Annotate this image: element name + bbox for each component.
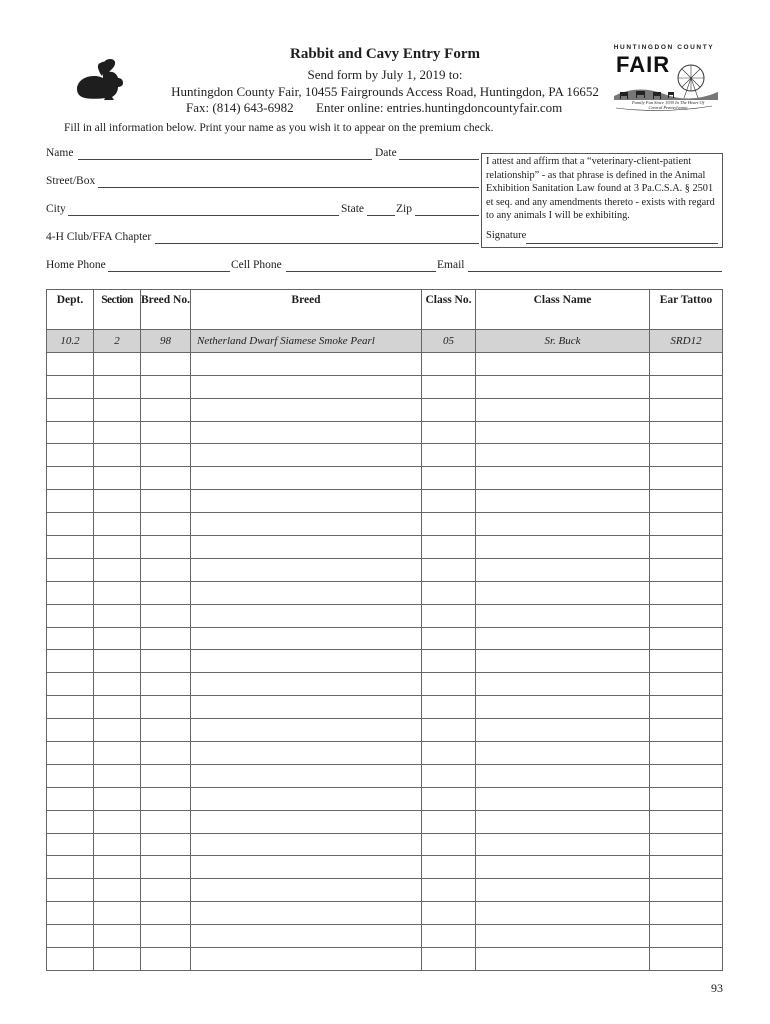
- cell-section[interactable]: [94, 673, 141, 696]
- cell-ear-tattoo[interactable]: [650, 490, 723, 513]
- cell-class-no[interactable]: [422, 558, 476, 581]
- cell-breed[interactable]: [191, 833, 422, 856]
- signature-label: Signature: [486, 230, 527, 241]
- cell-section[interactable]: [94, 833, 141, 856]
- cell-breed-no[interactable]: [141, 581, 191, 604]
- cell-ear-tattoo[interactable]: [650, 833, 723, 856]
- cell-ear-tattoo[interactable]: [650, 444, 723, 467]
- cell-dept[interactable]: [47, 879, 94, 902]
- cell-ear-tattoo[interactable]: [650, 719, 723, 742]
- table-row: [47, 604, 723, 627]
- cell-breed-no[interactable]: [141, 650, 191, 673]
- home-phone-label: Home Phone: [46, 259, 106, 271]
- cell-ear-tattoo[interactable]: [650, 513, 723, 536]
- cell-breed-no[interactable]: [141, 696, 191, 719]
- cell-ear-tattoo[interactable]: [650, 764, 723, 787]
- cell-breed[interactable]: [191, 742, 422, 765]
- cell-breed-no[interactable]: [141, 490, 191, 513]
- table-row: [47, 398, 723, 421]
- cell-class-name[interactable]: [476, 879, 650, 902]
- table-row: [47, 696, 723, 719]
- cell-section[interactable]: [94, 352, 141, 375]
- table-row: [47, 856, 723, 879]
- sample-breed-no: 98: [141, 330, 191, 353]
- cell-breed-no[interactable]: [141, 375, 191, 398]
- cell-breed[interactable]: [191, 925, 422, 948]
- cell-breed[interactable]: [191, 467, 422, 490]
- table-row: [47, 421, 723, 444]
- table-row: [47, 833, 723, 856]
- table-row: [47, 719, 723, 742]
- cell-class-no[interactable]: [422, 673, 476, 696]
- cell-section[interactable]: [94, 513, 141, 536]
- club-field[interactable]: [155, 243, 479, 244]
- table-header-row: [47, 290, 723, 330]
- cell-class-name[interactable]: [476, 490, 650, 513]
- cell-class-name[interactable]: [476, 764, 650, 787]
- zip-label: Zip: [396, 203, 412, 215]
- cell-breed-no[interactable]: [141, 810, 191, 833]
- cell-breed[interactable]: [191, 513, 422, 536]
- street-field[interactable]: [98, 187, 479, 188]
- cell-breed-no[interactable]: [141, 421, 191, 444]
- cell-dept[interactable]: [47, 604, 94, 627]
- cell-section[interactable]: [94, 558, 141, 581]
- cell-breed[interactable]: [191, 719, 422, 742]
- cell-section[interactable]: [94, 810, 141, 833]
- cell-phone-label: Cell Phone: [231, 259, 282, 271]
- cell-class-no[interactable]: [422, 421, 476, 444]
- cell-class-name[interactable]: [476, 719, 650, 742]
- cell-dept[interactable]: [47, 352, 94, 375]
- name-label: Name: [46, 147, 74, 159]
- table-row: [47, 536, 723, 559]
- cell-section[interactable]: [94, 650, 141, 673]
- cell-dept[interactable]: [47, 925, 94, 948]
- cell-ear-tattoo[interactable]: [650, 742, 723, 765]
- cell-class-no[interactable]: [422, 879, 476, 902]
- logo-tagline: Family Fun Since 1935 In The Heart Of Central Pennsylvania: [631, 100, 705, 110]
- cell-dept[interactable]: [47, 375, 94, 398]
- cell-class-no[interactable]: [422, 604, 476, 627]
- cell-class-no[interactable]: [422, 764, 476, 787]
- cell-class-no[interactable]: [422, 375, 476, 398]
- cell-ear-tattoo[interactable]: [650, 696, 723, 719]
- table-row: [47, 925, 723, 948]
- cell-class-no[interactable]: [422, 787, 476, 810]
- cell-ear-tattoo[interactable]: [650, 604, 723, 627]
- cell-breed[interactable]: [191, 856, 422, 879]
- cell-section[interactable]: [94, 719, 141, 742]
- cell-ear-tattoo[interactable]: [650, 810, 723, 833]
- cell-section[interactable]: [94, 696, 141, 719]
- cell-class-name[interactable]: [476, 948, 650, 971]
- cell-breed[interactable]: [191, 948, 422, 971]
- table-row: [47, 490, 723, 513]
- table-row: [47, 879, 723, 902]
- table-row: [47, 444, 723, 467]
- city-field[interactable]: [68, 215, 339, 216]
- cell-class-no[interactable]: [422, 833, 476, 856]
- cell-class-name[interactable]: [476, 787, 650, 810]
- cell-class-no[interactable]: [422, 719, 476, 742]
- col-header-dept: Dept.: [47, 290, 94, 330]
- cell-class-no[interactable]: [422, 467, 476, 490]
- attestation-box: [481, 153, 723, 248]
- col-header-breed-no: Breed No.: [141, 290, 191, 330]
- cell-section[interactable]: [94, 764, 141, 787]
- cell-class-no[interactable]: [422, 536, 476, 559]
- cell-dept[interactable]: [47, 650, 94, 673]
- entry-table: [46, 289, 723, 971]
- cell-breed[interactable]: [191, 536, 422, 559]
- cell-class-name[interactable]: [476, 558, 650, 581]
- cell-class-name[interactable]: [476, 352, 650, 375]
- form-title: Rabbit and Cavy Entry Form: [289, 46, 480, 62]
- cell-breed[interactable]: [191, 398, 422, 421]
- cell-class-name[interactable]: [476, 581, 650, 604]
- cell-section[interactable]: [94, 742, 141, 765]
- email-field[interactable]: [468, 271, 722, 272]
- fair-logo: [608, 44, 720, 118]
- cell-breed-no[interactable]: [141, 627, 191, 650]
- cell-section[interactable]: [94, 902, 141, 925]
- online-entry-link[interactable]: Enter online: entries.huntingdoncountyfair.com: [316, 100, 563, 115]
- sample-ear-tattoo: SRD12: [650, 330, 723, 353]
- cell-breed[interactable]: [191, 352, 422, 375]
- cell-breed-no[interactable]: [141, 856, 191, 879]
- cell-breed[interactable]: [191, 558, 422, 581]
- cell-class-no[interactable]: [422, 742, 476, 765]
- cell-class-name[interactable]: [476, 421, 650, 444]
- col-header-breed: Breed: [191, 290, 422, 330]
- cell-class-name[interactable]: [476, 673, 650, 696]
- cell-breed-no[interactable]: [141, 467, 191, 490]
- cell-breed-no[interactable]: [141, 925, 191, 948]
- cell-dept[interactable]: [47, 581, 94, 604]
- cell-breed-no[interactable]: [141, 902, 191, 925]
- cell-class-no[interactable]: [422, 810, 476, 833]
- cell-section[interactable]: [94, 444, 141, 467]
- cell-section[interactable]: [94, 627, 141, 650]
- cell-breed-no[interactable]: [141, 742, 191, 765]
- cell-class-name[interactable]: [476, 627, 650, 650]
- cell-class-no[interactable]: [422, 352, 476, 375]
- cell-dept[interactable]: [47, 696, 94, 719]
- cell-class-name[interactable]: [476, 467, 650, 490]
- table-row: [47, 742, 723, 765]
- cell-ear-tattoo[interactable]: [650, 948, 723, 971]
- logo-county-text: HUNTINGDON COUNTY: [613, 44, 715, 51]
- cell-dept[interactable]: [47, 513, 94, 536]
- table-row: [47, 513, 723, 536]
- cell-section[interactable]: [94, 536, 141, 559]
- cell-class-no[interactable]: [422, 856, 476, 879]
- cell-breed-no[interactable]: [141, 673, 191, 696]
- city-label: City: [46, 203, 66, 215]
- col-header-ear-tattoo: Ear Tattoo: [650, 290, 723, 330]
- cell-dept[interactable]: [47, 810, 94, 833]
- cell-class-name[interactable]: [476, 604, 650, 627]
- cell-ear-tattoo[interactable]: [650, 673, 723, 696]
- cell-ear-tattoo[interactable]: [650, 398, 723, 421]
- cell-section[interactable]: [94, 879, 141, 902]
- cell-class-no[interactable]: [422, 925, 476, 948]
- cell-dept[interactable]: [47, 902, 94, 925]
- cell-class-name[interactable]: [476, 833, 650, 856]
- cell-dept[interactable]: [47, 856, 94, 879]
- cell-section[interactable]: [94, 856, 141, 879]
- cell-breed-no[interactable]: [141, 398, 191, 421]
- cell-breed[interactable]: [191, 627, 422, 650]
- cell-class-name[interactable]: [476, 444, 650, 467]
- cell-class-name[interactable]: [476, 513, 650, 536]
- table-row: [47, 375, 723, 398]
- cell-class-name[interactable]: [476, 398, 650, 421]
- sample-class-no: 05: [422, 330, 476, 353]
- cell-breed-no[interactable]: [141, 833, 191, 856]
- col-header-class-no: Class No.: [422, 290, 476, 330]
- cell-class-no[interactable]: [422, 513, 476, 536]
- cell-breed-no[interactable]: [141, 948, 191, 971]
- street-label: Street/Box: [46, 175, 96, 187]
- cell-ear-tattoo[interactable]: [650, 902, 723, 925]
- cell-ear-tattoo[interactable]: [650, 650, 723, 673]
- cell-ear-tattoo[interactable]: [650, 787, 723, 810]
- zip-field[interactable]: [415, 215, 479, 216]
- cell-ear-tattoo[interactable]: [650, 879, 723, 902]
- cell-dept[interactable]: [47, 398, 94, 421]
- attestation-text: I attest and affirm that a “veterinary-client-patient relationship” - as that phrase is defined in the Animal Exhibition Sanitation Law found at 3 Pa.C.S.A. § 2501 et seq. and any amendments thereto - exists with regard to any animals I will be exhibiting.: [486, 156, 715, 222]
- cell-class-name[interactable]: [476, 375, 650, 398]
- rabbit-icon: [74, 58, 130, 102]
- cell-breed[interactable]: [191, 902, 422, 925]
- send-by-text: Send form by July 1, 2019 to:: [307, 67, 463, 82]
- cell-dept[interactable]: [47, 948, 94, 971]
- cell-section[interactable]: [94, 490, 141, 513]
- cell-ear-tattoo[interactable]: [650, 352, 723, 375]
- table-row: [47, 558, 723, 581]
- fax-number: Fax: (814) 643-6982: [186, 100, 294, 115]
- col-header-class-name: Class Name: [476, 290, 650, 330]
- sample-breed: Netherland Dwarf Siamese Smoke Pearl: [191, 330, 422, 353]
- cell-breed[interactable]: [191, 604, 422, 627]
- cell-breed[interactable]: [191, 581, 422, 604]
- cell-breed[interactable]: [191, 444, 422, 467]
- cell-dept[interactable]: [47, 536, 94, 559]
- cell-section[interactable]: [94, 467, 141, 490]
- cell-class-no[interactable]: [422, 490, 476, 513]
- cell-breed[interactable]: [191, 696, 422, 719]
- sample-dept: 10.2: [47, 330, 94, 353]
- cell-ear-tattoo[interactable]: [650, 375, 723, 398]
- name-field[interactable]: [78, 159, 372, 160]
- cell-class-name[interactable]: [476, 925, 650, 948]
- cell-breed[interactable]: [191, 879, 422, 902]
- cell-dept[interactable]: [47, 787, 94, 810]
- cell-section[interactable]: [94, 398, 141, 421]
- sample-class-name: Sr. Buck: [476, 330, 650, 353]
- cell-ear-tattoo[interactable]: [650, 421, 723, 444]
- cell-class-name[interactable]: [476, 742, 650, 765]
- state-field[interactable]: [367, 215, 395, 216]
- table-row: [47, 902, 723, 925]
- cell-dept[interactable]: [47, 764, 94, 787]
- cell-class-name[interactable]: [476, 902, 650, 925]
- cell-breed-no[interactable]: [141, 444, 191, 467]
- cell-section[interactable]: [94, 925, 141, 948]
- state-label: State: [341, 203, 364, 215]
- table-row: [47, 764, 723, 787]
- cell-breed-no[interactable]: [141, 787, 191, 810]
- cell-breed-no[interactable]: [141, 536, 191, 559]
- cell-dept[interactable]: [47, 490, 94, 513]
- cell-section[interactable]: [94, 581, 141, 604]
- cell-breed-no[interactable]: [141, 879, 191, 902]
- email-label: Email: [437, 259, 465, 271]
- cell-dept[interactable]: [47, 673, 94, 696]
- cell-class-no[interactable]: [422, 581, 476, 604]
- sample-section: 2: [94, 330, 141, 353]
- cell-class-no[interactable]: [422, 948, 476, 971]
- cell-class-name[interactable]: [476, 856, 650, 879]
- date-label: Date: [375, 147, 397, 159]
- cell-dept[interactable]: [47, 627, 94, 650]
- cell-breed-no[interactable]: [141, 352, 191, 375]
- cell-class-no[interactable]: [422, 627, 476, 650]
- table-row: [47, 787, 723, 810]
- cell-breed-no[interactable]: [141, 558, 191, 581]
- cell-breed-no[interactable]: [141, 513, 191, 536]
- cell-breed-no[interactable]: [141, 764, 191, 787]
- cell-dept[interactable]: [47, 742, 94, 765]
- cell-ear-tattoo[interactable]: [650, 558, 723, 581]
- date-field[interactable]: [399, 159, 479, 160]
- table-row: [47, 948, 723, 971]
- cell-section[interactable]: [94, 604, 141, 627]
- cell-dept[interactable]: [47, 444, 94, 467]
- cell-class-no[interactable]: [422, 696, 476, 719]
- cell-breed[interactable]: [191, 490, 422, 513]
- cell-dept[interactable]: [47, 719, 94, 742]
- cell-breed-no[interactable]: [141, 604, 191, 627]
- club-label: 4-H Club/FFA Chapter: [46, 231, 152, 243]
- cell-section[interactable]: [94, 421, 141, 444]
- cell-class-no[interactable]: [422, 902, 476, 925]
- cell-ear-tattoo[interactable]: [650, 627, 723, 650]
- cell-section[interactable]: [94, 787, 141, 810]
- cell-breed[interactable]: [191, 375, 422, 398]
- cell-dept[interactable]: [47, 833, 94, 856]
- table-row: [47, 352, 723, 375]
- cell-class-name[interactable]: [476, 810, 650, 833]
- cell-section[interactable]: [94, 948, 141, 971]
- cell-ear-tattoo[interactable]: [650, 581, 723, 604]
- cell-ear-tattoo[interactable]: [650, 856, 723, 879]
- cell-dept[interactable]: [47, 467, 94, 490]
- cell-section[interactable]: [94, 375, 141, 398]
- cell-class-no[interactable]: [422, 398, 476, 421]
- mailing-address: Huntingdon County Fair, 10455 Fairgrounds Access Road, Huntingdon, PA 16652: [171, 84, 599, 99]
- signature-field[interactable]: [526, 243, 718, 244]
- cell-class-name[interactable]: [476, 536, 650, 559]
- cell-dept[interactable]: [47, 421, 94, 444]
- table-row: [47, 467, 723, 490]
- cell-class-name[interactable]: [476, 696, 650, 719]
- cell-breed[interactable]: [191, 787, 422, 810]
- table-row: [47, 581, 723, 604]
- cell-breed-no[interactable]: [141, 719, 191, 742]
- cell-ear-tattoo[interactable]: [650, 925, 723, 948]
- cell-breed[interactable]: [191, 421, 422, 444]
- table-row: [47, 673, 723, 696]
- cell-class-no[interactable]: [422, 650, 476, 673]
- table-row-sample: [47, 330, 723, 353]
- cell-breed[interactable]: [191, 650, 422, 673]
- table-row: [47, 650, 723, 673]
- home-phone-field[interactable]: [108, 271, 230, 272]
- cell-dept[interactable]: [47, 558, 94, 581]
- cell-class-name[interactable]: [476, 650, 650, 673]
- page-number: 93: [711, 981, 723, 995]
- cell-breed[interactable]: [191, 764, 422, 787]
- cell-ear-tattoo[interactable]: [650, 536, 723, 559]
- col-header-section: Section: [94, 290, 141, 330]
- cell-ear-tattoo[interactable]: [650, 467, 723, 490]
- logo-fair-text: FAIR: [616, 52, 671, 77]
- table-row: [47, 627, 723, 650]
- table-row: [47, 810, 723, 833]
- cell-class-no[interactable]: [422, 444, 476, 467]
- instructions-text: Fill in all information below. Print your name as you wish it to appear on the premium check.: [64, 122, 494, 134]
- cell-phone-field[interactable]: [286, 271, 436, 272]
- cell-breed[interactable]: [191, 810, 422, 833]
- cell-breed[interactable]: [191, 673, 422, 696]
